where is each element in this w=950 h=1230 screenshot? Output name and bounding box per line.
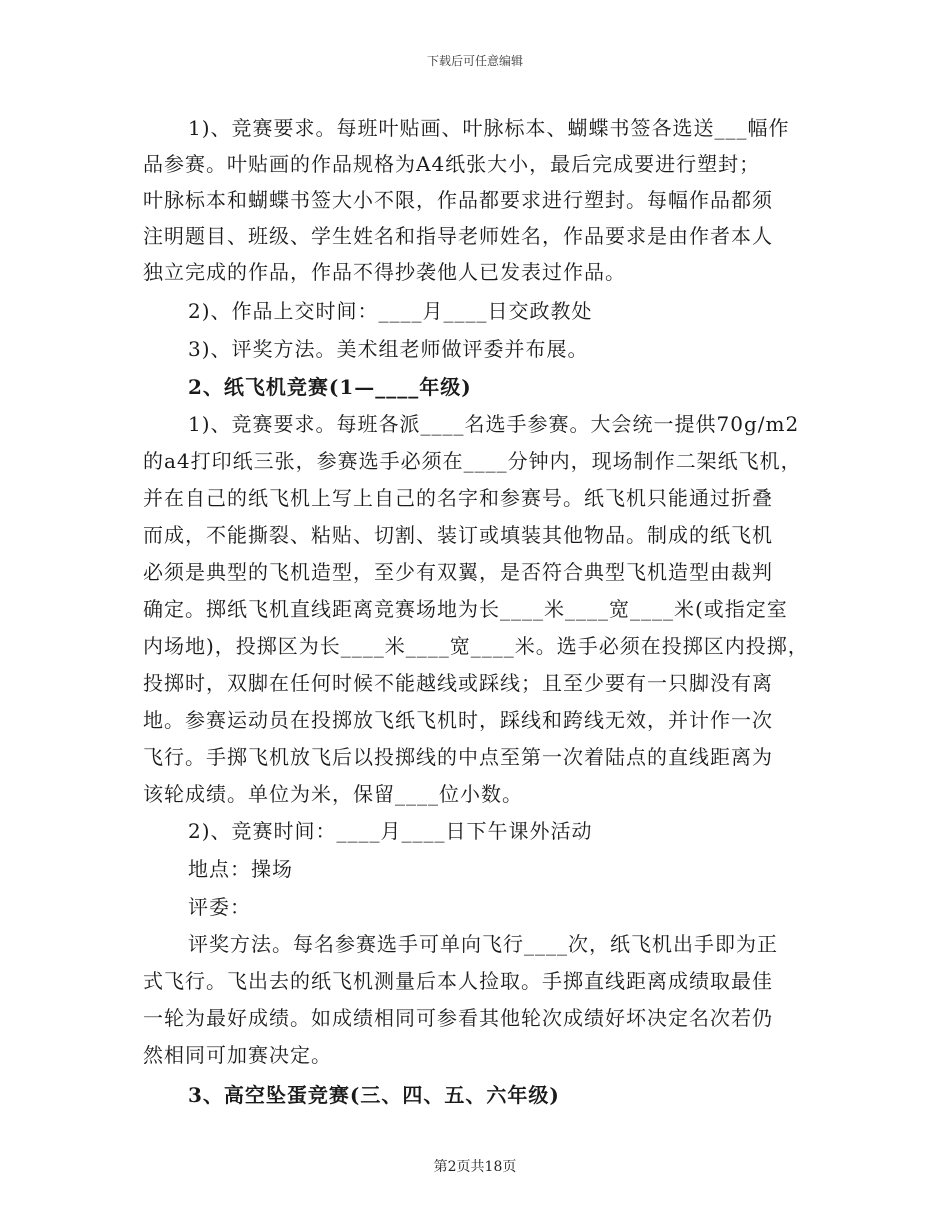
text-line: 的a4打印纸三张，参赛选手必须在____分钟内，现场制作二架纸飞机， <box>143 449 802 473</box>
text-line: 1)、竞赛要求。每班各派____名选手参赛。大会统一提供70g/m2 <box>188 412 800 436</box>
text-line: 地。参赛运动员在投掷放飞纸飞机时，踩线和跨线无效，并计作一次 <box>143 708 773 732</box>
page-footer: 第2页共18页 <box>433 1159 517 1175</box>
text-line: 内场地)，投掷区为长____米____宽____米。选手必须在投掷区内投掷， <box>143 634 809 658</box>
text-line: 独立完成的作品，作品不得抄袭他人已发表过作品。 <box>143 260 626 284</box>
text-line: 2)、作品上交时间：____月____日交政教处 <box>188 299 593 323</box>
text-line: 2)、竞赛时间：____月____日下午课外活动 <box>188 819 593 843</box>
text-line: 3)、评奖方法。美术组老师做评委并布展。 <box>188 337 589 361</box>
page-header: 下载后可任意编辑 <box>426 54 523 68</box>
text-line: 飞行。手掷飞机放飞后以投掷线的中点至第一次着陆点的直线距离为 <box>143 745 773 769</box>
text-line: 并在自己的纸飞机上写上自己的名字和参赛号。纸飞机只能通过折叠 <box>143 486 773 510</box>
text-line: 品参赛。叶贴画的作品规格为A4纸张大小，最后完成要进行塑封； <box>143 152 761 176</box>
text-line: 投掷时，双脚在任何时候不能越线或踩线；且至少要有一只脚没有离 <box>143 671 773 695</box>
text-line: 该轮成绩。单位为米，保留____位小数。 <box>143 782 523 806</box>
text-line: 确定。掷纸飞机直线距离竞赛场地为长____米____宽____米(或指定室 <box>143 597 788 621</box>
text-line: 然相同可加赛决定。 <box>143 1043 332 1067</box>
text-line: 评委： <box>188 895 251 919</box>
text-line: 叶脉标本和蝴蝶书签大小不限，作品都要求进行塑封。每幅作品都须 <box>143 188 773 212</box>
text-line: 注明题目、班级、学生姓名和指导老师姓名，作品要求是由作者本人 <box>143 224 773 248</box>
text-line: 而成，不能撕裂、粘贴、切割、装订或填装其他物品。制成的纸飞机 <box>143 523 773 547</box>
text-line: 式飞行。飞出去的纸飞机测量后本人捡取。手掷直线距离成绩取最佳 <box>143 969 773 993</box>
section-heading: 2、纸飞机竞赛(1—____年级) <box>188 375 472 399</box>
text-line: 1)、竞赛要求。每班叶贴画、叶脉标本、蝴蝶书签各选送___幅作 <box>188 116 790 140</box>
text-line: 必须是典型的飞机造型，至少有双翼，是否符合典型飞机造型由裁判 <box>143 560 773 584</box>
section-heading: 3、高空坠蛋竞赛(三、四、五、六年级) <box>188 1083 560 1107</box>
text-line: 地点：操场 <box>188 857 293 881</box>
text-line: 评奖方法。每名参赛选手可单向飞行____次，纸飞机出手即为正 <box>188 932 778 956</box>
text-line: 一轮为最好成绩。如成绩相同可参看其他轮次成绩好坏决定名次若仍 <box>143 1006 773 1030</box>
